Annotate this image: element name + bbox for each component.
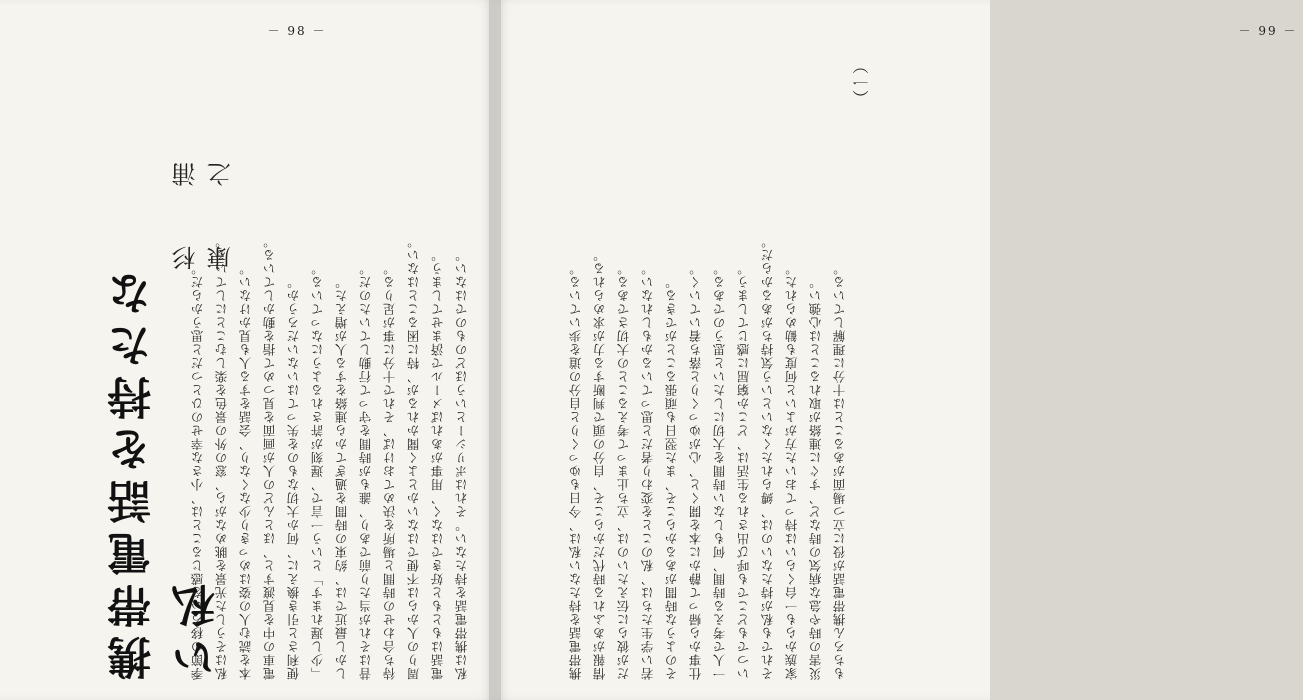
text-column: 昔はそれが当たり前であり、誰もが時間を守って行動していたのだ。 [358, 261, 373, 680]
left-page [0, 0, 495, 700]
text-column: 便利さと引き換えに、何か大切なものを失ってはいないだろうか。 [286, 275, 301, 680]
text-column: 電話はもともと好きではなく、用事があればメールで済ませてしまう。 [430, 248, 445, 680]
text-column: 若い学生たちは、私のことを変わり者だと思っているかもしれない。 [640, 261, 655, 680]
text-column: いつでもどこでも呼び出される生活は、どこか窮屈に感じてしまう。 [736, 261, 751, 680]
section-mark: （一） [852, 58, 871, 106]
text-column: 仕事から帰って静かに本を開くと、心がゆっくりと落ち着いていく。 [688, 261, 703, 680]
text-column: そのような時間があるからこそ、また翌日も頑張ることができる。 [664, 275, 679, 680]
text-column: 携帯電話を持たない私は、今日もゆっくりと自分の道を歩いている。 [568, 261, 583, 680]
text-column: 「少し遅れます」という一言で、遅刻が許されるようになっている。 [310, 261, 325, 680]
text-column: 私は携帯電話を持たない。それはポリシーというほどのものではない。 [454, 248, 469, 680]
text-column: 私はそうした光景を眺めながら、窓の外の景色を楽しむことにしている。 [214, 234, 229, 680]
text-column: 周りの人からは不便ではないかとよく聞かれるが、特に困ることはない。 [406, 234, 421, 680]
text-column: 災害の時や急な病気の時など、すぐに連絡が取れることは心強い。 [808, 275, 823, 680]
page-number-left: － 98 － [267, 24, 327, 38]
text-column: 季節の移ろいを感じることは、小さな幸せのひとつだと思うからだ。 [190, 261, 205, 680]
text-column: 一人で考える時間、何もしない時間を大切にしたいと思うのである。 [712, 261, 727, 680]
text-column: 本を読む人の姿はめっきり少なくなり、会話をする人も見かけない。 [238, 261, 253, 680]
author-name: 杉 浦 康 之 [172, 136, 235, 270]
text-column: しかし最近では、約束の時間を過ぎてから連絡をする人が増えた。 [334, 275, 349, 680]
text-column: もちろん携帯電話が役に立つ場面があることは十分に理解している。 [832, 261, 847, 680]
text-column: 待ち合わせの時間と場所を決めておけば、それで十分に事が足りる。 [382, 261, 397, 680]
text-column: 家族からも一台くらいは持っておいた方がよいと何度も勧められた。 [784, 261, 799, 680]
text-column: それでも私が持たないのは、縛られたくないという気持ちがあるからだ。 [760, 234, 775, 680]
text-column: だが彼らに伝えたいのは、立ち止まって考えることの大切さである。 [616, 261, 631, 680]
text-column: 情報があふれる時代だからこそ、自分の頭で判断する力が求められる。 [592, 248, 607, 680]
text-column: 電車の中を見渡すと、ほとんどの人が画面を見つめて指を動かしている。 [262, 234, 277, 680]
book-gutter [489, 0, 501, 700]
article-title: 携帯電話を持たない私 [108, 264, 223, 680]
page-number-right: － 99 － [1238, 24, 1298, 38]
